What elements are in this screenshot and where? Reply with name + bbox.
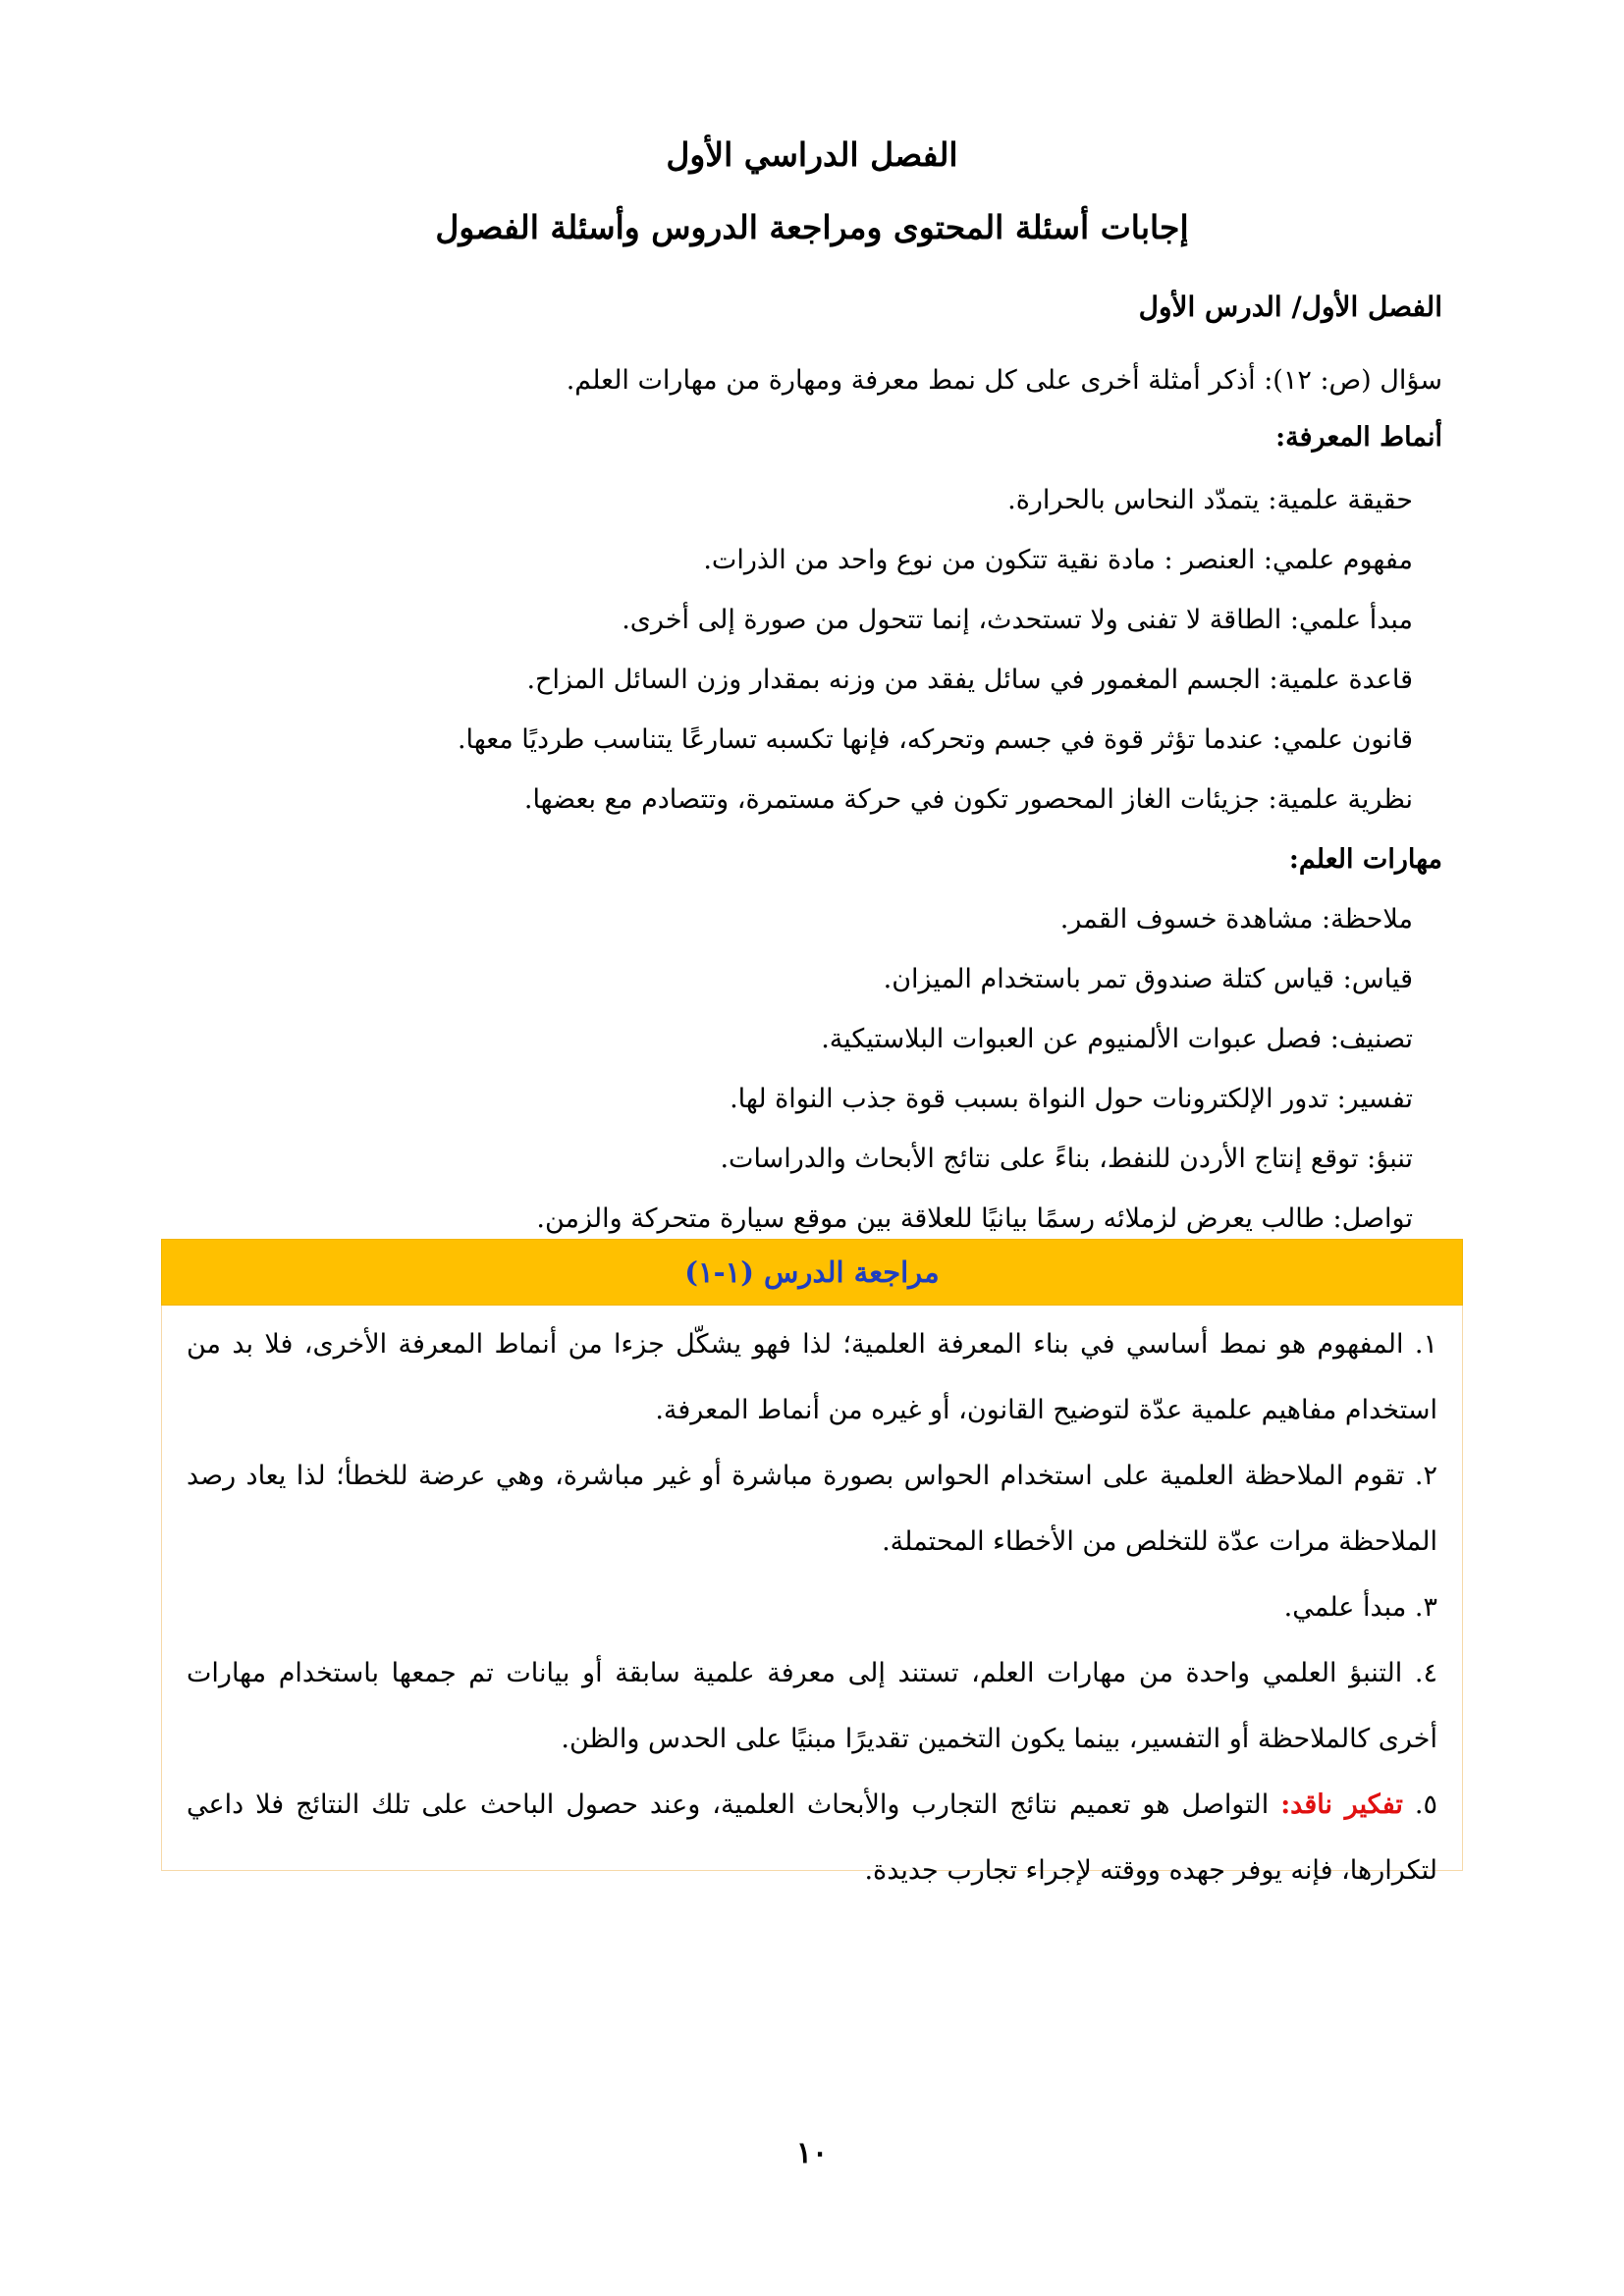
answer-text: المفهوم هو نمط أساسي في بناء المعرفة العلمية؛ لذا فهو يشكّل جزءا من أنماط المعرفة الأخرى، فلا بد من استخدام مفاهيم علمية عدّة لتوضيح القانون، أو غيره من أنماط المعرفة. bbox=[187, 1329, 1437, 1425]
skill-item: تفسير: تدور الإلكترونات حول النواة بسبب قوة جذب النواة لها. bbox=[730, 1084, 1413, 1114]
answer-number: ٣. bbox=[1414, 1592, 1437, 1623]
review-answer-4 bbox=[187, 1640, 1437, 1772]
answer-number: ٥. bbox=[1414, 1789, 1437, 1820]
question-text: سؤال (ص: ١٢): أذكر أمثلة أخرى على كل نمط معرفة ومهارة من مهارات العلم. bbox=[566, 365, 1442, 396]
review-answer-1 bbox=[187, 1311, 1437, 1443]
skill-item: ملاحظة: مشاهدة خسوف القمر. bbox=[1059, 904, 1413, 934]
answer-text: التواصل هو تعميم نتائج التجارب والأبحاث العلمية، وعند حصول الباحث على تلك النتائج فلا داعي لتكرارها، فإنه يوفر جهده ووقته لإجراء تجارب جديدة. bbox=[187, 1789, 1437, 1886]
review-answer-3 bbox=[187, 1575, 1437, 1640]
skill-item: تنبؤ: توقع إنتاج الأردن للنفط، بناءً على نتائج الأبحاث والدراسات. bbox=[720, 1144, 1413, 1174]
knowledge-item: قاعدة علمية: الجسم المغمور في سائل يفقد من وزنه بمقدار وزن السائل المزاح. bbox=[526, 665, 1413, 695]
knowledge-heading: أنماط المعرفة: bbox=[1275, 422, 1442, 453]
page-number: ١٠ bbox=[795, 2136, 829, 2170]
review-answer-5 bbox=[187, 1772, 1437, 1903]
review-answer-2 bbox=[187, 1443, 1437, 1575]
semester-title: الفصل الدراسي الأول bbox=[666, 135, 958, 174]
main-title: إجابات أسئلة المحتوى ومراجعة الدروس وأسئلة الفصول bbox=[435, 208, 1189, 246]
skill-item: تصنيف: فصل عبوات الألمنيوم عن العبوات البلاستيكية. bbox=[821, 1024, 1413, 1054]
answer-text: تقوم الملاحظة العلمية على استخدام الحواس بصورة مباشرة أو غير مباشرة، وهي عرضة للخطأ؛ لذا يعاد رصد الملاحظة مرات عدّة للتخلص من الأخطاء المحتملة. bbox=[187, 1461, 1437, 1557]
knowledge-item: حقيقة علمية: يتمدّد النحاس بالحرارة. bbox=[1007, 485, 1413, 515]
answer-text: التنبؤ العلمي واحدة من مهارات العلم، تستند إلى معرفة علمية سابقة أو بيانات تم جمعها باستخدام مهارات أخرى كالملاحظة أو التفسير، بينما يكون التخمين تقديرًا مبنيًا على الحدس والظن. bbox=[187, 1658, 1437, 1754]
knowledge-item: مبدأ علمي: الطاقة لا تفنى ولا تستحدث، إنما تتحول من صورة إلى أخرى. bbox=[622, 605, 1413, 635]
knowledge-item: مفهوم علمي: العنصر : مادة نقية تتكون من نوع واحد من الذرات. bbox=[703, 545, 1413, 575]
answer-number: ٤. bbox=[1414, 1658, 1437, 1688]
answer-number: ١. bbox=[1414, 1329, 1437, 1360]
answer-text: مبدأ علمي. bbox=[1283, 1592, 1407, 1623]
critical-thinking-label: تفكير ناقد: bbox=[1280, 1789, 1403, 1820]
knowledge-item: قانون علمي: عندما تؤثر قوة في جسم وتحركه، فإنها تكسبه تسارعًا يتناسب طرديًا معها. bbox=[457, 724, 1413, 755]
lesson-title: الفصل الأول/ الدرس الأول bbox=[1138, 291, 1442, 323]
knowledge-item: نظرية علمية: جزيئات الغاز المحصور تكون في حركة مستمرة، وتتصادم مع بعضها. bbox=[523, 784, 1413, 815]
skill-item: تواصل: طالب يعرض لزملائه رسمًا بيانيًا للعلاقة بين موقع سيارة متحركة والزمن. bbox=[536, 1203, 1413, 1234]
skills-heading: مهارات العلم: bbox=[1288, 844, 1442, 875]
skill-item: قياس: قياس كتلة صندوق تمر باستخدام الميزان. bbox=[883, 964, 1413, 994]
lesson-review-title: مراجعة الدرس (١-١) bbox=[161, 1239, 1463, 1306]
answer-number: ٢. bbox=[1414, 1461, 1437, 1491]
